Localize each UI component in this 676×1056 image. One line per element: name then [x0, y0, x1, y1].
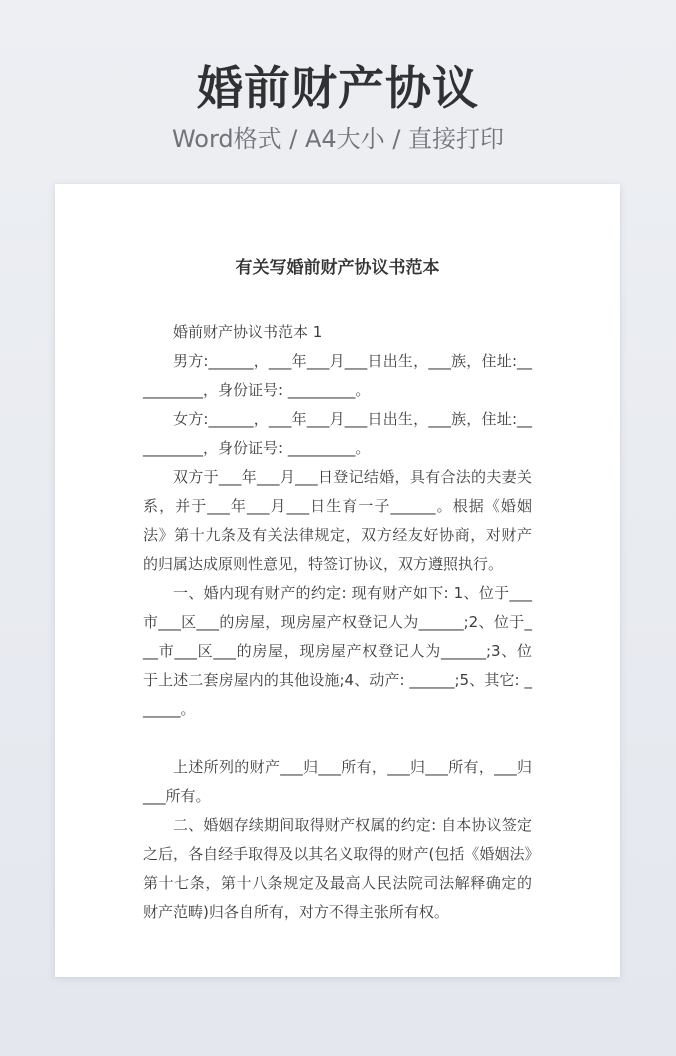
document-paragraph: 婚前财产协议书范本 1 — [173, 323, 323, 341]
header — [0, 0, 676, 154]
page-subtitle: Word格式 / A4大小 / 直接打印 — [171, 125, 505, 153]
document-paragraph: 女方:______，___年___月___日出生，___族，住址:__________，身份证号: _________。 — [143, 410, 532, 457]
document-paragraph: 男方:______，___年___月___日出生，___族，住址:__________，身份证号: _________。 — [143, 352, 532, 399]
document-paragraph: 二、婚姻存续期间取得财产权属的约定: 自本协议签定之后，各自经手取得及以其名义取得的财产(包括《婚姻法》第十七条，第十八条规定及最高人民法院司法解释确定的财产范畴)归各自所有，对方不得主张所有权。 — [143, 816, 532, 921]
document-paper — [55, 184, 620, 977]
document-paragraph: 双方于___年___月___日登记结婚，具有合法的夫妻关系，并于___年___月___日生育一子______。根据《婚姻法》第十九条及有关法律规定，双方经友好协商，对财产的归属达成原则性意见，特签订协议，双方遵照执行。 — [143, 468, 532, 573]
page-title: 婚前财产协议 — [197, 61, 479, 115]
document-paragraph: 一、婚内现有财产的约定: 现有财产如下: 1、位于___市___区___的房屋，现房屋产权登记人为______;2、位于___市___区___的房屋，现房屋产权登记人为______;3、位于上述二套房屋内的其他设施;4、动产: ______;5、其它: ______。 — [143, 584, 532, 718]
document-body — [143, 318, 532, 927]
document-paragraph: 上述所列的财产___归___所有，___归___所有，___归___所有。 — [143, 758, 532, 805]
document-title: 有关写婚前财产协议书范本 — [235, 258, 440, 278]
